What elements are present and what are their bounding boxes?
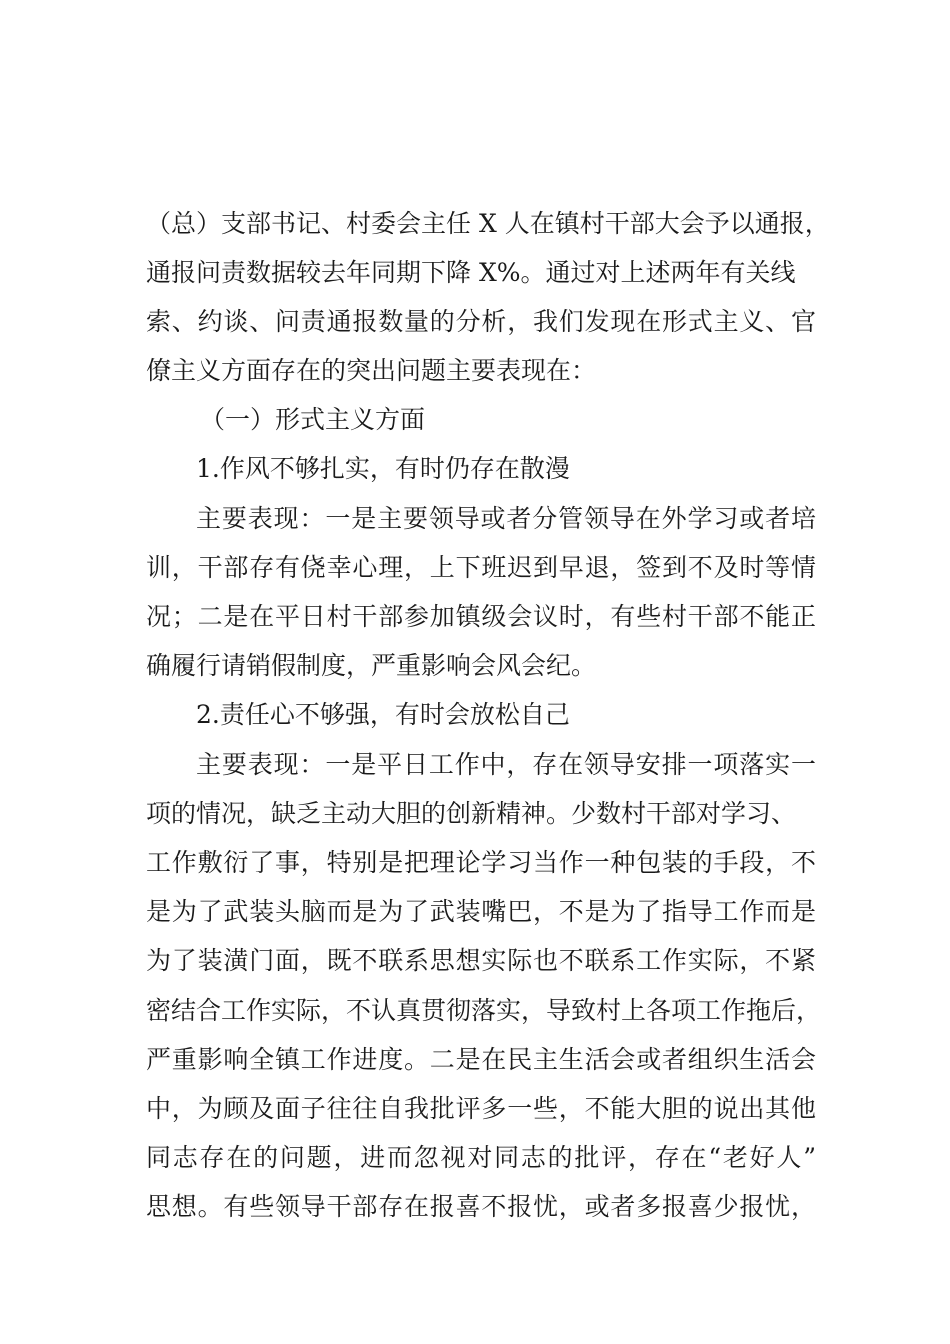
- section-heading: （一）形式主义方面: [200, 405, 426, 434]
- paragraph-line: 为了装潢门面，既不联系思想实际也不联系工作实际，不紧: [146, 946, 816, 975]
- paragraph-line: 训，干部存有侥幸心理，上下班迟到早退，签到不及时等情: [146, 553, 816, 582]
- paragraph-line: 严重影响全镇工作进度。二是在民主生活会或者组织生活会: [146, 1045, 816, 1074]
- paragraph-line: 同志存在的问题，进而忽视对同志的批评，存在“老好人”: [146, 1143, 816, 1172]
- paragraph-line: （总）支部书记、村委会主任 X 人在镇村干部大会予以通报，: [146, 209, 830, 238]
- paragraph-line: 主要表现：一是主要领导或者分管领导在外学习或者培: [196, 504, 816, 533]
- paragraph-line: 僚主义方面存在的突出问题主要表现在：: [146, 356, 597, 385]
- paragraph-line: 密结合工作实际，不认真贯彻落实，导致村上各项工作拖后，: [146, 996, 822, 1025]
- paragraph-line: 中，为顾及面子往往自我批评多一些，不能大胆的说出其他: [146, 1094, 816, 1123]
- paragraph-line: 索、约谈、问责通报数量的分析，我们发现在形式主义、官: [146, 307, 816, 336]
- paragraph-line: 是为了武装头脑而是为了武装嘴巴，不是为了指导工作而是: [146, 897, 816, 926]
- paragraph-line: 项的情况，缺乏主动大胆的创新精神。少数村干部对学习、: [146, 799, 797, 828]
- paragraph-line: 通报问责数据较去年同期下降 X%。通过对上述两年有关线: [146, 258, 796, 287]
- paragraph-line: 况；二是在平日村干部参加镇级会议时，有些村干部不能正: [146, 602, 816, 631]
- paragraph-line: 思想。有些领导干部存在报喜不报忧，或者多报喜少报忧，: [146, 1192, 816, 1221]
- paragraph-line: 主要表现：一是平日工作中，存在领导安排一项落实一: [196, 750, 816, 779]
- subsection-heading: 2.责任心不够强，有时会放松自己: [196, 700, 570, 729]
- subsection-heading: 1.作风不够扎实，有时仍存在散漫: [196, 454, 570, 483]
- paragraph-line: 确履行请销假制度，严重影响会风会纪。: [146, 651, 597, 680]
- paragraph-line: 工作敷衍了事，特别是把理论学习当作一种包装的手段，不: [146, 848, 816, 877]
